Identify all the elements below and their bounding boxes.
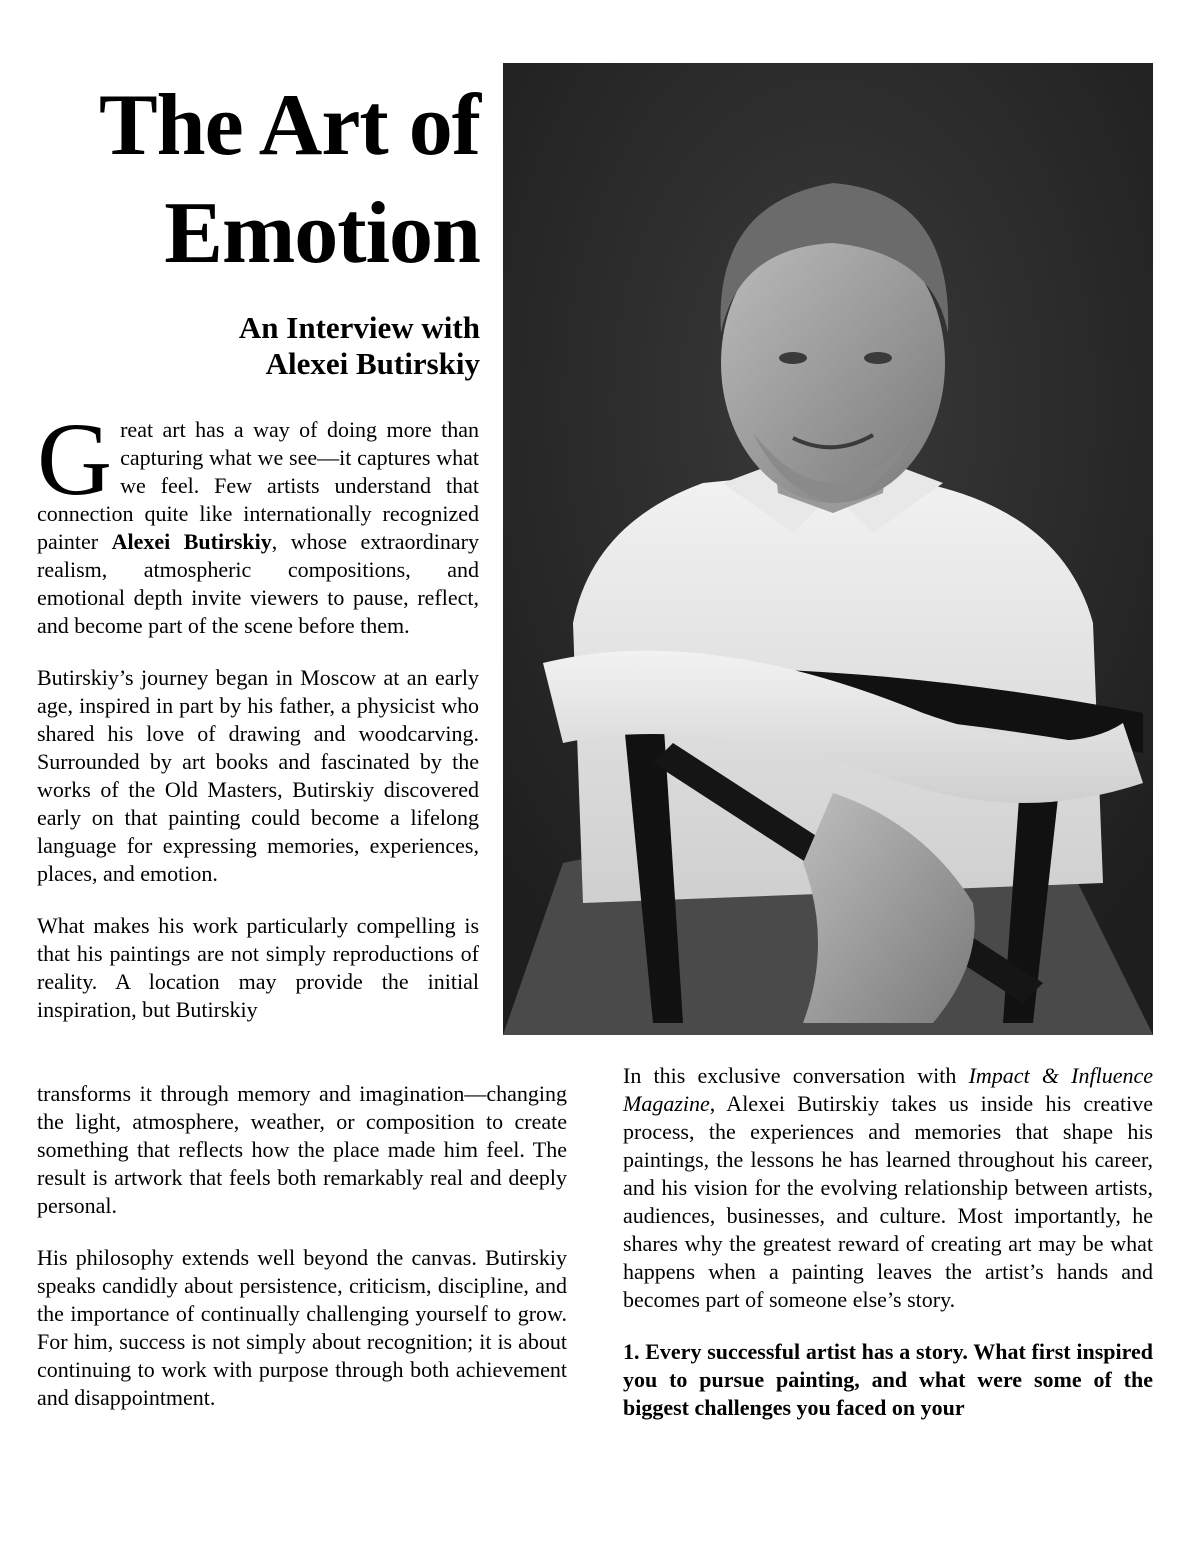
conversation-text-start: In this exclusive conversation with xyxy=(623,1063,969,1088)
intro-text-end: , whose extraordinary realism, atmospheric compositions, and emotional depth invite viewers to pause, reflect, and become part of the scene before them. xyxy=(37,529,479,638)
intro-text-start: reat art has a way of doing more than capturing what we see—it captures what we feel. Few artists understand that connection quite like internationally recognized painter xyxy=(37,417,479,554)
title-line-1: The Art of xyxy=(98,77,480,174)
article-subtitle xyxy=(40,310,480,382)
subtitle-line-1: An Interview with xyxy=(238,310,480,345)
lower-left-column xyxy=(37,1080,567,1436)
right-column xyxy=(623,1062,1153,1446)
work-paragraph-start: What makes his work particularly compelling is that his paintings are not simply reproductions of reality. A location may provide the initial inspiration, but Butirskiy xyxy=(37,913,479,1022)
artist-portrait-photo xyxy=(503,63,1153,1035)
intro-column xyxy=(37,402,479,1048)
philosophy-paragraph: His philosophy extends well beyond the canvas. Butirskiy speaks candidly about persistence, criticism, discipline, and the importance of continually challenging yourself to grow. For him, success is not simply about recognition; it is about continuing to work with purpose through both achievement and disappointment. xyxy=(37,1245,567,1410)
conversation-text-end: , Alexei Butirskiy takes us inside his creative process, the experiences and memories that shape his paintings, the lessons he has learned throughout his career, and his vision for the evolving relationship between artists, audiences, businesses, and culture. Most importantly, he shares why the greatest reward of creating art may be what happens when a painting leaves the artist’s hands and becomes part of someone else’s story. xyxy=(623,1091,1153,1312)
intro-paragraph xyxy=(37,402,479,640)
portrait-photo-icon xyxy=(503,63,1153,1035)
artist-name: Alexei Butirskiy xyxy=(111,529,272,554)
drop-cap: G xyxy=(37,402,113,517)
title-line-2: Emotion xyxy=(164,185,480,282)
magazine-name: Impact & Influence Magazine xyxy=(623,1063,1153,1116)
question-1: 1. Every successful artist has a story. What first inspired you to pursue painting, and what were some of the biggest challenges you faced on your xyxy=(623,1339,1153,1420)
work-paragraph-rest: transforms it through memory and imagination—changing the light, atmosphere, weather, or composition to create something that reflects how the place made him feel. The result is artwork that feels both remarkably real and deeply personal. xyxy=(37,1081,567,1218)
subtitle-line-2: Alexei Butirskiy xyxy=(265,346,480,381)
background-paragraph: Butirskiy’s journey began in Moscow at an early age, inspired in part by his father, a physicist who shared his love of drawing and woodcarving. Surrounded by art books and fascinated by the works of the Old Masters, Butirskiy discovered early on that painting could become a lifelong language for expressing memories, experiences, places, and emotion. xyxy=(37,665,479,886)
conversation-paragraph xyxy=(623,1062,1153,1314)
article-title xyxy=(40,72,480,288)
